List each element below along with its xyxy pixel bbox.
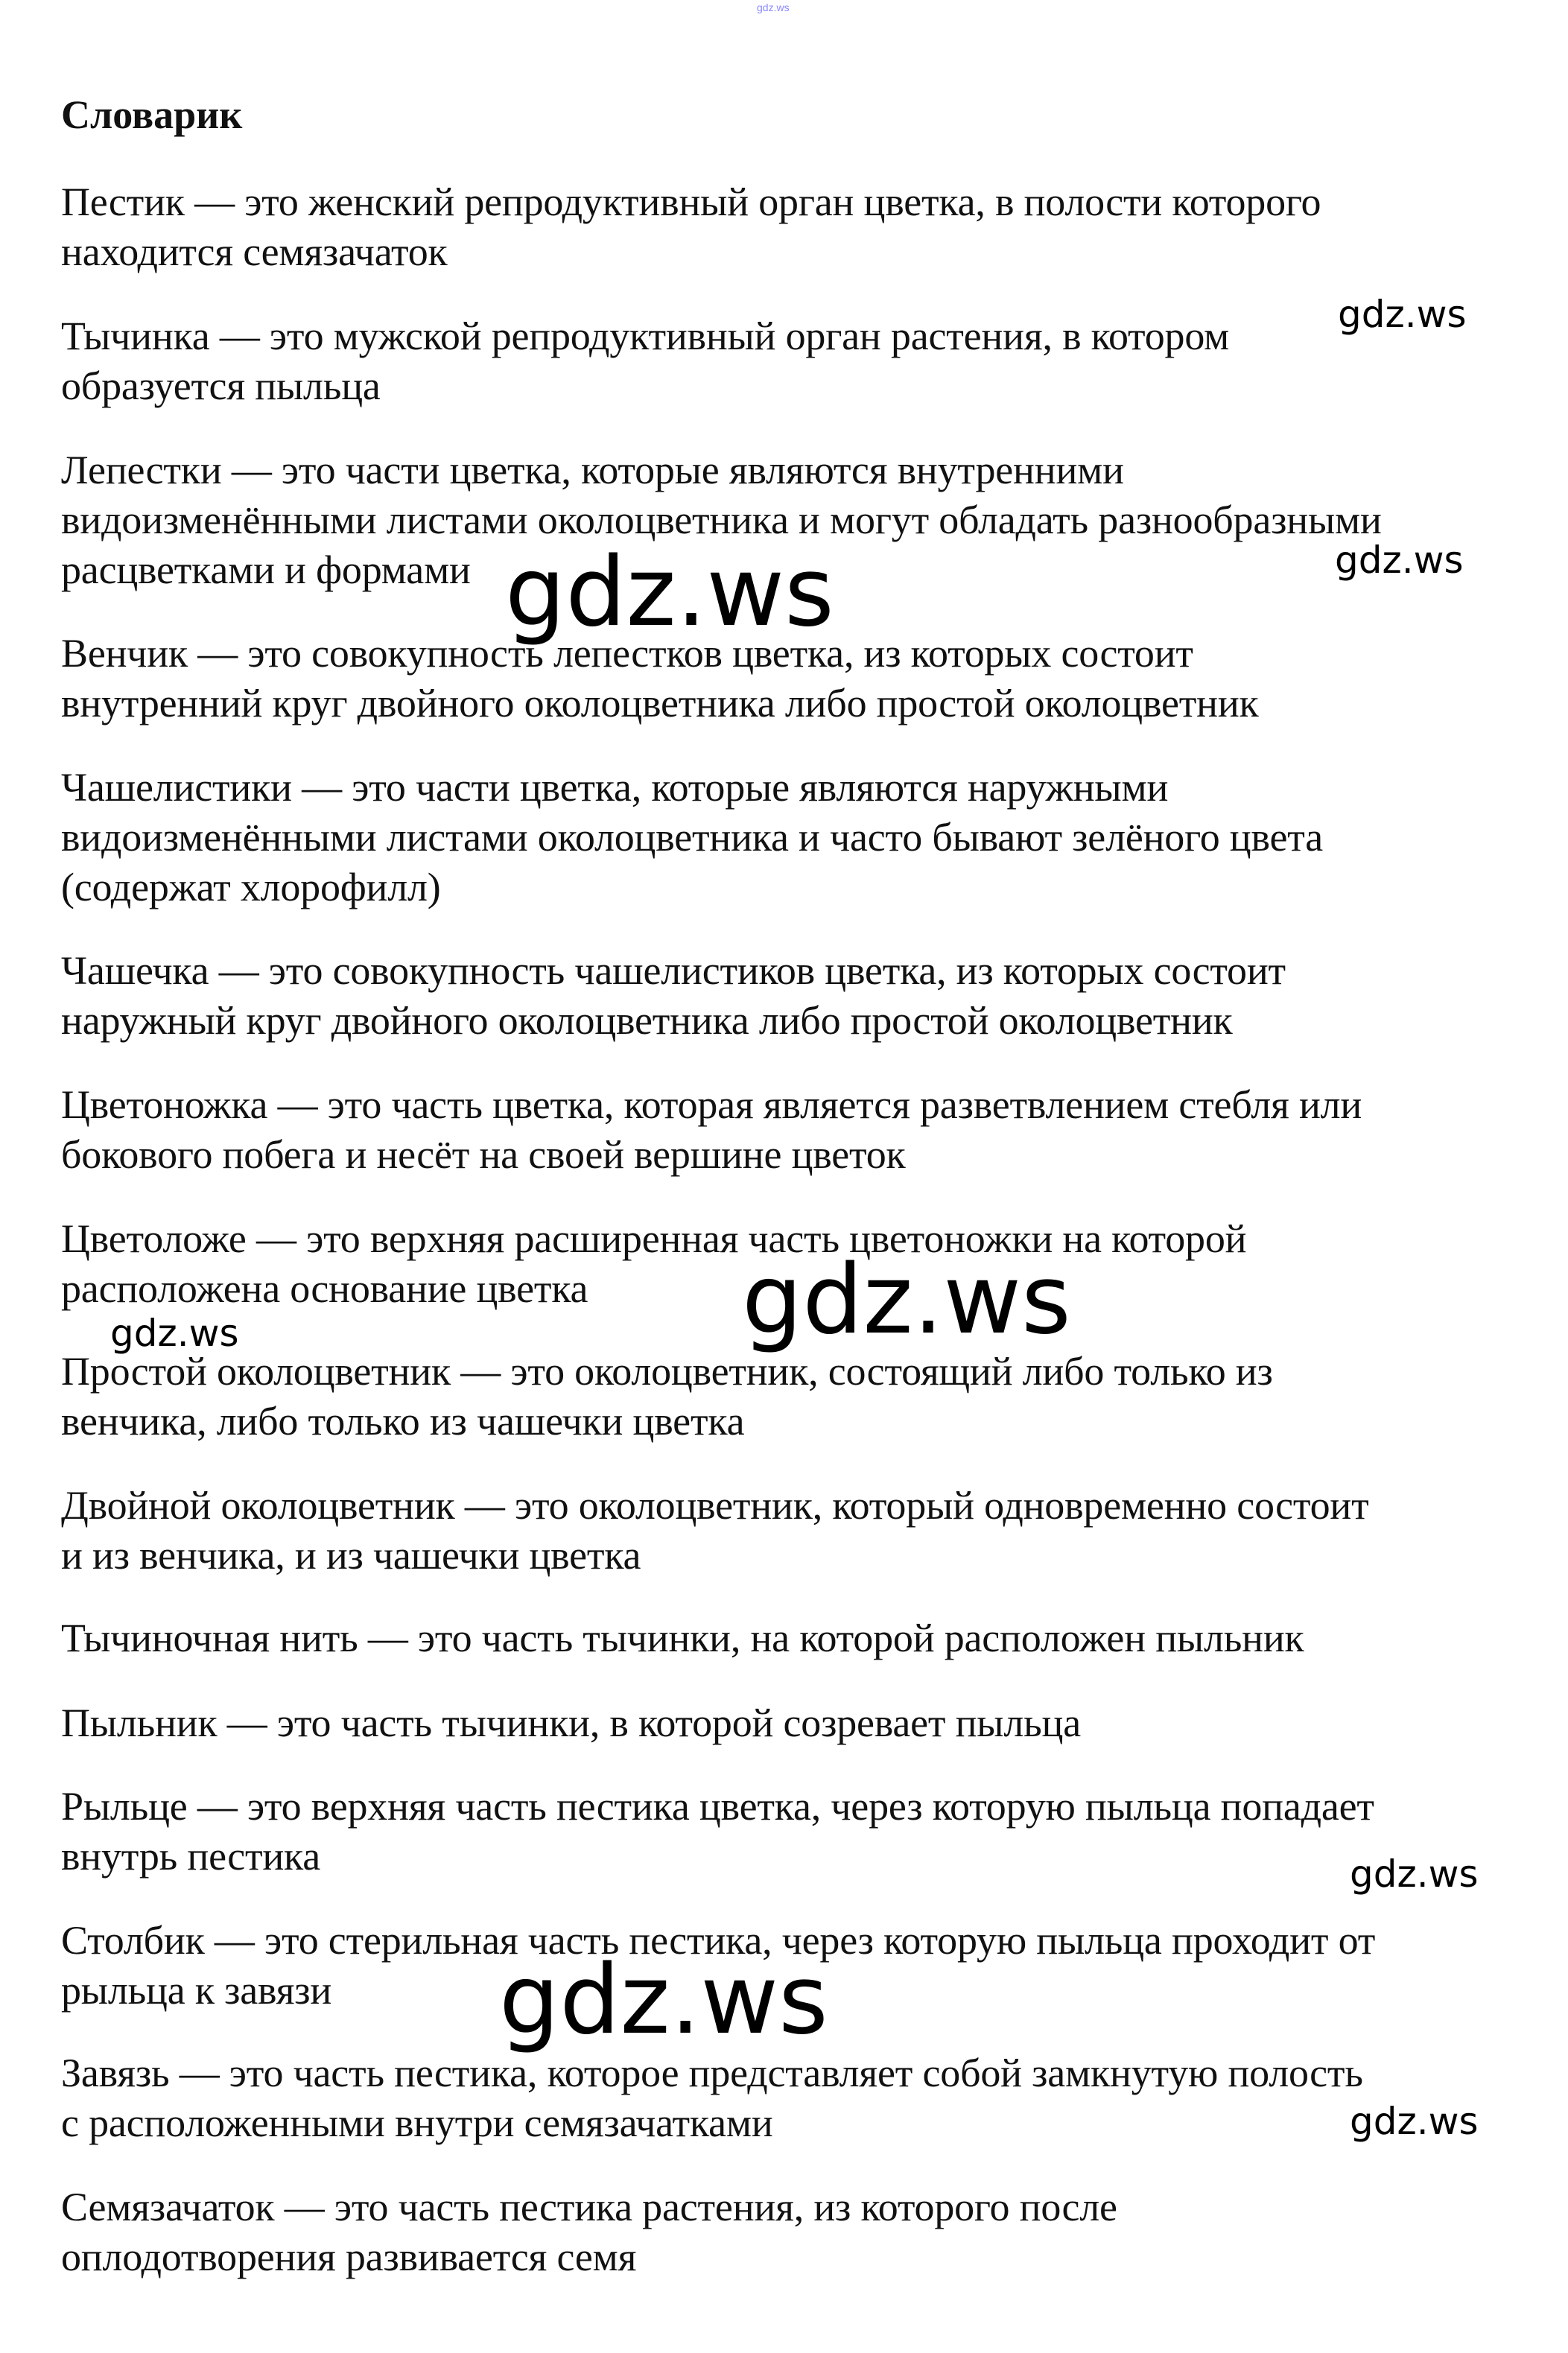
glossary-entry-chashelistiki — [61, 763, 1521, 912]
entry-line: (содержат хлорофилл) — [61, 865, 441, 909]
watermark: gdz.ws — [742, 1245, 1071, 1356]
glossary-entry-dvoynoy-okolotsvetnik — [61, 1481, 1521, 1581]
entry-line: Тычинка — это мужской репродуктивный орган растения, в котором — [61, 314, 1230, 358]
entry-line: Чашечка — это совокупность чашелистиков цветка, из которых состоит — [61, 948, 1286, 993]
entry-line: оплодотворения развивается семя — [61, 2235, 637, 2279]
glossary-entry-prostoy-okolotsvetnik — [61, 1347, 1521, 1447]
watermark: gdz.ws — [1335, 539, 1464, 582]
glossary-entry-tychinka — [61, 311, 1521, 411]
entry-line: Цветоложе — это верхняя расширенная часть цветоножки на которой — [61, 1216, 1247, 1261]
entry-line: Лепестки — это части цветка, которые являются внутренними — [61, 448, 1124, 492]
entry-line: расцветками и формами — [61, 547, 471, 592]
entry-line: расположена основание цветка — [61, 1266, 588, 1311]
entry-line: Двойной околоцветник — это околоцветник, который одновременно состоит — [61, 1483, 1369, 1528]
watermark: gdz.ws — [505, 537, 834, 648]
watermark: gdz.ws — [499, 1945, 828, 2056]
watermark: gdz.ws — [110, 1312, 239, 1355]
watermark: gdz.ws — [1350, 2100, 1479, 2143]
entry-line: образуется пыльца — [61, 363, 381, 408]
glossary-entry-pylnik — [61, 1698, 1521, 1748]
entry-line: находится семязачаток — [61, 229, 448, 274]
glossary-entry-rylce — [61, 1782, 1521, 1882]
entry-line: видоизменёнными листами околоцветника и часто бывают зелёного цвета — [61, 815, 1324, 860]
entry-line: рыльца к завязи — [61, 1968, 332, 2013]
entry-line: Пыльник — это часть тычинки, в которой созревает пыльца — [61, 1701, 1082, 1745]
entry-line: с расположенными внутри семязачатками — [61, 2100, 773, 2145]
glossary-entry-semyazachatok — [61, 2182, 1521, 2282]
entry-line: Столбик — это стерильная часть пестика, через которую пыльца проходит от — [61, 1918, 1376, 1963]
entry-line: Чашелистики — это части цветка, которые являются наружными — [61, 765, 1169, 810]
entry-line: видоизменёнными листами околоцветника и могут обладать разнообразными — [61, 498, 1382, 542]
entry-line: Цветоножка — это часть цветка, которая является разветвлением стебля или — [61, 1082, 1362, 1127]
entry-line: Венчик — это совокупность лепестков цветка, из которых состоит — [61, 631, 1193, 676]
entry-line: Семязачаток — это часть пестика растения, из которого после — [61, 2185, 1117, 2229]
glossary-entry-chashechka — [61, 946, 1521, 1046]
watermark: gdz.ws — [1338, 293, 1467, 336]
entry-line: внутренний круг двойного околоцветника либо простой околоцветник — [61, 681, 1259, 725]
watermark: gdz.ws — [1350, 1852, 1479, 1896]
glossary-entry-tychinochnaya-nit — [61, 1613, 1521, 1663]
page-title: Словарик — [61, 92, 243, 137]
entry-line: и из венчика, и из чашечки цветка — [61, 1533, 641, 1578]
entry-line: Простой околоцветник — это околоцветник, состоящий либо только из — [61, 1349, 1273, 1394]
entry-line: венчика, либо только из чашечки цветка — [61, 1399, 745, 1444]
glossary-entry-pestik — [61, 177, 1521, 277]
entry-line: Рыльце — это верхняя часть пестика цветка, через которую пыльца попадает — [61, 1784, 1374, 1829]
entry-line: бокового побега и несёт на своей вершине цветок — [61, 1132, 906, 1177]
glossary-entry-zavyaz — [61, 2048, 1521, 2148]
glossary-entry-tsvetonozhka — [61, 1080, 1521, 1180]
entry-line: Пестик — это женский репродуктивный орган цветка, в полости которого — [61, 180, 1321, 224]
top-watermark: gdz.ws — [757, 1, 790, 13]
entry-line: Тычиночная нить — это часть тычинки, на которой расположен пыльник — [61, 1616, 1304, 1660]
entry-line: Завязь — это часть пестика, которое представляет собой замкнутую полость — [61, 2051, 1363, 2095]
entry-line: наружный круг двойного околоцветника либо простой околоцветник — [61, 998, 1233, 1043]
entry-line: внутрь пестика — [61, 1834, 321, 1879]
